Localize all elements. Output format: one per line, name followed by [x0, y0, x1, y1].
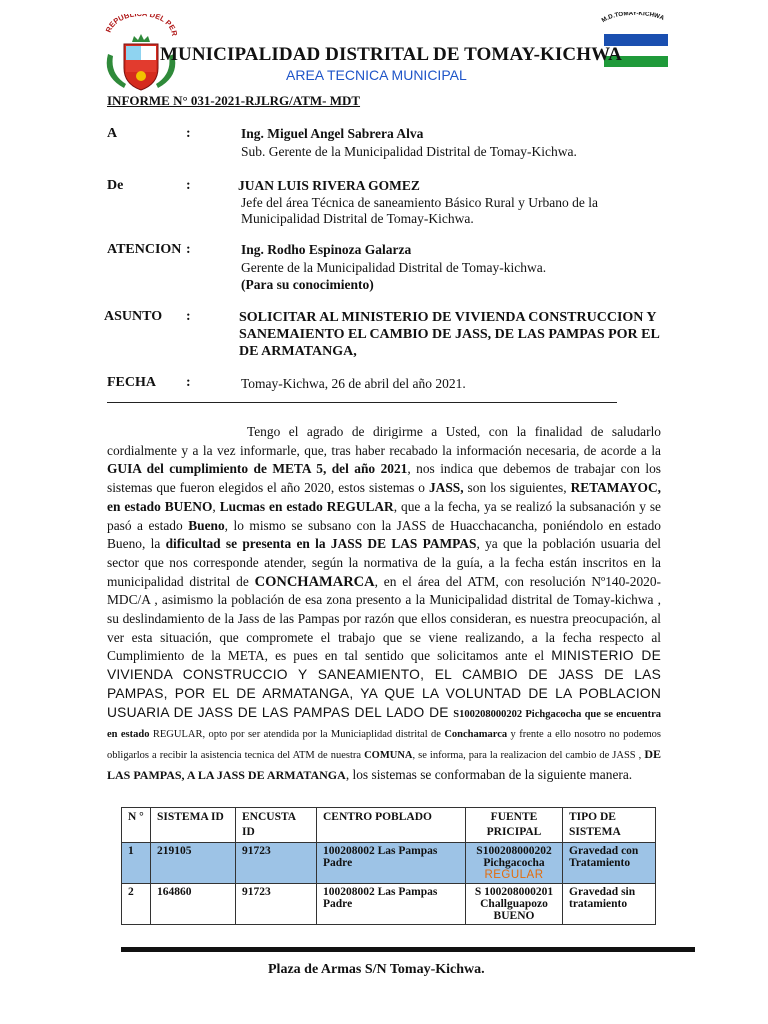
table-cell: 164860 [151, 884, 236, 925]
source-code: S100208000202 [476, 845, 552, 857]
table-cell: 91723 [236, 884, 317, 925]
footer-address: Plaza de Armas S/N Tomay-Kichwa. [268, 962, 485, 977]
memo-date-colon: : [186, 375, 191, 390]
memo-attention-label: ATENCION [107, 242, 182, 257]
table-cell: 1 [122, 843, 151, 884]
source-name: Pichgacocha [483, 857, 545, 869]
memo-date-value: Tomay-Kichwa, 26 de abril del año 2021. [241, 376, 466, 391]
svg-text:M.D.TOMAY-KICHWA [600, 12, 665, 24]
memo-from-role-line2: Municipalidad Distrital de Tomay-Kichwa. [241, 211, 474, 226]
body-caps-request: MINISTERIO DE VIVIENDA CONSTRUCCIO Y SANEAMIENTO, EL CAMBIO DE JASS DE LAS PAMPAS, POR EL DE ARMATANGA, YA QUE LA VOLUNTAD DE LA POBLACION USUARIA DE JASS DE LAS PAMPAS DEL LADO DE [107, 648, 661, 720]
body-bold-conchamarca-small: Conchamarca [444, 729, 508, 741]
memo-subject-line1: SOLICITAR AL MINISTERIO DE VIVIENDA CONSTRUCCION Y [239, 310, 657, 325]
body-text-segment: Tengo el agrado de dirigirme a Usted, con la finalidad de saludarlo cordialmente y a la vez informarle, que, tras haber recabado la información necesaria, de acorde a la [107, 424, 661, 458]
table-cell: 219105 [151, 843, 236, 884]
memo-attention-role: Gerente de la Municipalidad Distrital de Tomay-kichwa. [241, 260, 547, 275]
source-state: BUENO [493, 910, 535, 922]
header-divider [107, 402, 617, 403]
memo-to-role: Sub. Gerente de la Municipalidad Distrital de Tomay-Kichwa. [241, 144, 577, 159]
memo-to-label: A [107, 126, 118, 141]
table-cell: Gravedad con Tratamiento [563, 843, 656, 884]
body-text-segment: y frente a ello nosotro no podemos obligarlos a recibir la asistencia tecnica del ATM de nuestra [107, 729, 661, 761]
area-subtitle: AREA TECNICA MUNICIPAL [286, 67, 467, 83]
table-header-row [122, 808, 656, 843]
body-text-segment: , se informa, para la realizacion del cambio de JASS , [412, 749, 645, 761]
memo-subject-colon: : [186, 309, 191, 324]
table-cell: 100208002 Las Pampas Padre [317, 884, 466, 925]
table-row [122, 884, 656, 925]
memo-attention-name: Ing. Rodho Espinoza Galarza [241, 242, 412, 257]
body-bold-change: DE LAS PAMPAS, A LA JASS DE ARMATANGA [107, 746, 661, 782]
footer-divider [121, 947, 695, 952]
body-text-segment: , en el área del ATM, con resolución Nº140-2020-MDC/A , asimismo la población de esa zona presento a la Municipalidad distrital de Tomay-kichwa , su deslindamiento de la Jass de las Pampas por razón que ellos consideran, es nuestra preocupación, al ver esta situación, que compromete el trabajo que se viene realizando, a la fecha respecto al Cumplimiento de la META, es pues en tal sentido que solicitamos ante el [107, 573, 661, 664]
body-bold-lucmas: Lucmas en estado REGULAR [219, 498, 394, 514]
memo-from-colon: : [186, 178, 191, 193]
source-code: S 100208000201 [474, 886, 554, 898]
table-header: SISTEMA ID [151, 808, 236, 843]
body-text-segment: , opto por ser atendida por la Municiaplidad distrital de [202, 729, 445, 741]
memo-to-name: Ing. Miguel Angel Sabrera Alva [241, 126, 424, 141]
table-cell: 100208002 Las Pampas Padre [317, 843, 466, 884]
body-text-segment: , que a la fecha, ya se realizó la subsanación y se pasó a estado [107, 498, 661, 533]
report-number: INFORME N° 031-2021-RJLRG/ATM- MDT [107, 93, 361, 108]
body-bold-retamayoc: RETAMAYOC, en estado BUENO [107, 480, 661, 514]
body-text-segment: , ya que la población usuaria del sector que nos corresponde atender, según la normativa de la guía, a la fecha están inscritos en la municipalidad distrital de [107, 536, 662, 589]
svg-text:REPUBLICA DEL PERU [104, 14, 178, 37]
table-row [122, 843, 656, 884]
memo-subject-line2: SANEMAIENTO EL CAMBIO DE JASS, DE LAS PAMPAS POR EL [239, 327, 660, 342]
table-header: ENCUSTA ID [236, 808, 317, 843]
municipality-title: MUNICIPALIDAD DISTRITAL DE TOMAY-KICHWA [160, 44, 622, 65]
body-bold-conchamarca: CONCHAMARCA [254, 573, 375, 590]
report-body [107, 423, 661, 784]
table-cell [466, 884, 563, 925]
memo-from-name: JUAN LUIS RIVERA GOMEZ [238, 178, 420, 193]
body-text-segment: REGULAR [149, 729, 203, 741]
body-bold-jass: JASS, [428, 480, 464, 496]
body-bold-comuna: COMUNA [364, 749, 413, 761]
memo-date-label: FECHA [107, 375, 156, 390]
table-cell: 2 [122, 884, 151, 925]
memo-from-label: De [107, 178, 124, 193]
memo-to-colon: : [186, 126, 191, 141]
memo-attention-note: (Para su conocimiento) [241, 277, 374, 292]
body-bold-bueno: Bueno [188, 517, 225, 533]
flag-text: M.D.TOMAY-KICHWA [600, 12, 666, 25]
seal-text: REPUBL DEL PE [104, 14, 178, 34]
body-bold-meta: GUIA del cumplimiento de META 5, del año 2021 [107, 461, 408, 477]
source-state: REGULAR [484, 869, 544, 881]
table-cell: 91723 [236, 843, 317, 884]
table-cell: Gravedad sin tratamiento [563, 884, 656, 925]
memo-from-role-line1: Jefe del área Técnica de saneamiento Básico Rural y Urbano de la [241, 195, 598, 210]
memo-subject-line3: DE ARMATANGA, [239, 344, 357, 359]
table-header: FUENTE PRICIPAL [466, 808, 563, 843]
memo-subject-label: ASUNTO [104, 309, 163, 324]
body-bold-source: S100208000202 Pichgacocha que se encuentra en estado [107, 708, 662, 741]
body-text-segment: , lo mismo se subsano con la JASS de Huacchacancha, poniéndolo en estado Bueno, la [107, 517, 661, 552]
table-header: N ° [122, 808, 151, 843]
body-text-segment: , nos indica que debemos de trabajar con los sistemas que fueron elegidos el año 2020, estos sistemas o [107, 461, 661, 496]
body-text-segment: son los siguientes, [463, 480, 571, 496]
table-header: CENTRO POBLADO [317, 808, 466, 843]
memo-attention-colon: : [186, 242, 191, 257]
table-cell [466, 843, 563, 884]
body-bold-dificultad: dificultad se presenta en la JASS DE LAS PAMPAS [165, 536, 477, 552]
source-name: Challguapozo [480, 898, 548, 910]
body-text-segment: , los sistemas se conformaban de la siguiente manera. [345, 766, 633, 782]
body-text-segment: , [212, 498, 220, 514]
systems-table [121, 807, 656, 925]
table-header: TIPO DE SISTEMA [563, 808, 656, 843]
